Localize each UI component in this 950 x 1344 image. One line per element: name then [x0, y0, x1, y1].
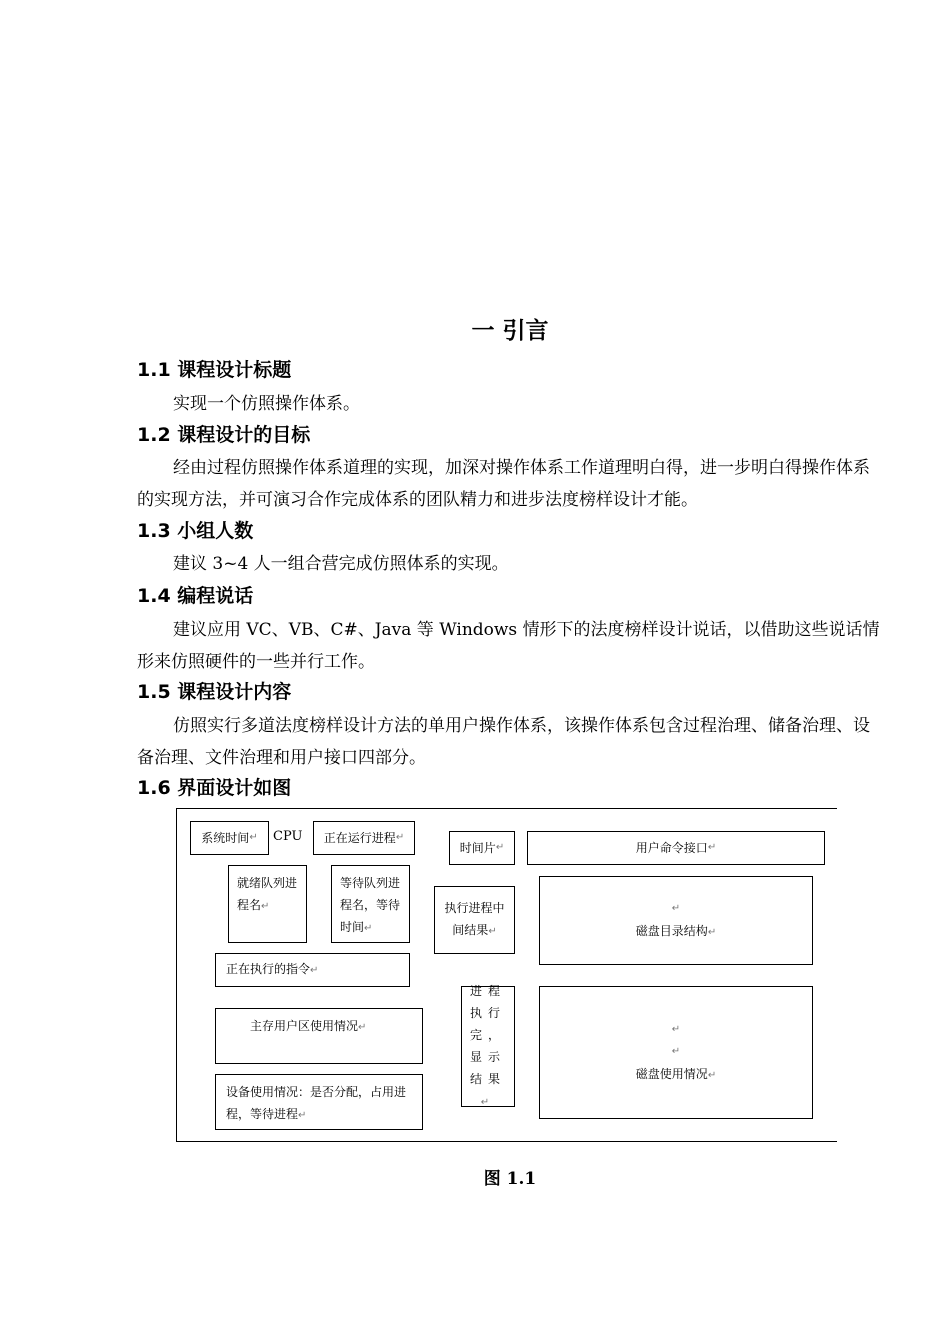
section-heading-1-2: 1.2 课程设计的目标 — [137, 424, 311, 446]
box-user-command: 用户命令接口 ↵ — [527, 831, 825, 865]
box-ready-queue: 就绪队列进程名↵ — [228, 865, 307, 943]
section-text: 建议 3~4 人一组合营完成仿照体系的实现。 — [173, 554, 509, 574]
section-heading-1-4: 1.4 编程说话 — [137, 585, 254, 607]
section-heading-1-6: 1.6 界面设计如图 — [137, 777, 292, 799]
section-body-1-5 — [137, 710, 881, 774]
box-disk-directory: ↵ 磁盘目录结构↵ — [539, 876, 813, 965]
box-device-usage: 设备使用情况：是否分配，占用进程，等待进程↵ — [215, 1074, 423, 1130]
section-heading-1-5: 1.5 课程设计内容 — [137, 681, 292, 703]
chapter-title: 一 引言 — [471, 318, 549, 344]
box-disk-usage: ↵ ↵ 磁盘使用情况↵ — [539, 986, 813, 1119]
interface-design-figure — [176, 808, 837, 1142]
box-process-done: 进程执行完，显示结果↵ — [461, 986, 515, 1107]
section-text: 建议应用 VC、VB、C#、Java 等 Windows 情形下的法度榜样设计说话，以借助这些说话情形来仿照硬件的一些并行工作。 — [137, 620, 880, 672]
section-heading-1-3: 1.3 小组人数 — [137, 520, 254, 542]
box-current-instruction: 正在执行的指令↵ — [215, 953, 410, 987]
section-body-1-2 — [137, 452, 881, 516]
section-text: 仿照实行多道法度榜样设计方法的单用户操作体系，该操作体系包含过程治理、储备治理、设备治理、文件治理和用户接口四部分。 — [137, 716, 870, 768]
section-body-1-3 — [137, 548, 881, 580]
cpu-label: CPU — [273, 829, 303, 844]
section-text: 实现一个仿照操作体系。 — [173, 394, 360, 414]
section-body-1-4 — [137, 614, 881, 678]
box-exec-intermediate: 执行进程中间结果↵ — [434, 886, 515, 954]
section-heading-1-1: 1.1 课程设计标题 — [137, 359, 292, 381]
box-main-memory: 主存用户区使用情况↵ — [215, 1008, 423, 1064]
figure-caption: 图 1.1 — [483, 1169, 537, 1189]
box-running-process: 正在运行进程 ↵ — [313, 821, 415, 855]
box-system-time: 系统时间 ↵ — [190, 821, 269, 855]
box-time-slice: 时间片 ↵ — [449, 831, 515, 865]
section-text: 经由过程仿照操作体系道理的实现，加深对操作体系工作道理明白得，进一步明白得操作体系的实现方法，并可演习合作完成体系的团队精力和进步法度榜样设计才能。 — [137, 458, 870, 510]
box-wait-queue: 等待队列进程名，等待时间↵ — [331, 865, 410, 943]
section-body-1-1 — [137, 388, 881, 420]
